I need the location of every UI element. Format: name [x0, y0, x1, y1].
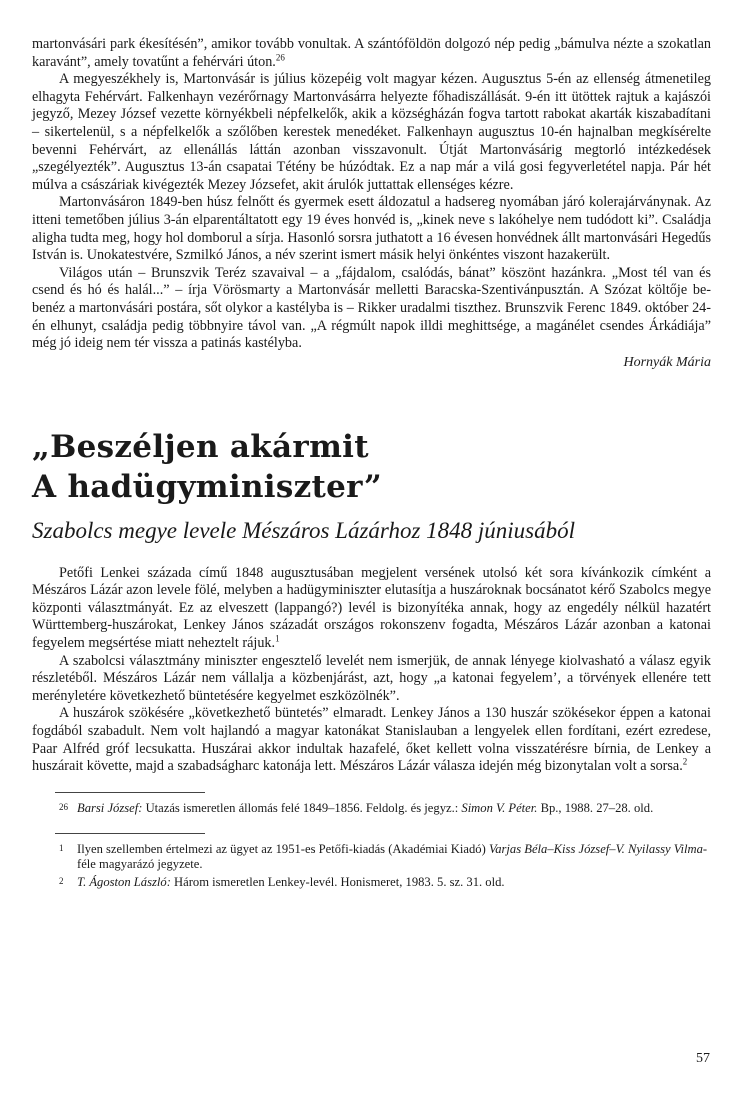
article-title-line-1: „Beszéljen akármit — [32, 428, 369, 465]
paragraph-cholera-victims: Martonvásáron 1849-ben húsz felnőtt és gyermek esett áldozatul a hadsereg nyomában járó kolerajárványnak. Az itteni temetőben július 3-án elparentáltatott egy 19 éves honvéd is, „kinek neve s lakóhelye nem tudódott ki”. Családja aligha tudta meg, hogy hol domborul a sírja. Hasonló sorsra juthatott a 16 évesen honvédnek állt martonvásári Hegedűs István is. Unokatestvére, Szmilkó János, a név szerint ismert másik helyi önkéntes viszont hazakerült. — [32, 194, 711, 264]
footnote-divider-2 — [55, 833, 205, 834]
article-subtitle: Szabolcs megye levele Mészáros Lázárhoz 1848 júniusából — [32, 517, 576, 543]
article-title — [32, 427, 711, 507]
article-paragraph-3: A huszárok szökésére „következhető büntetés” elmaradt. Lenkey János a 130 huszár szökésekor éppen a katonai fogdából szabadult. Nem volt hajlandó a magyar katonákat Stanislauban a lengyelek ellen fordítani, ezért ezredese, Paar Alfréd gróf lecsukatta. Huszárai akkor indultak hazafelé, őket kellett volna visszatérésre bírnia, de Lenkey a huszárait követte, majd a szabadságharc katonája lett. Mészáros Lázár válasza idején még bizonytalan volt a sorsa.$^2$ — [32, 705, 711, 775]
footnote-26: 26 Barsi József: Utazás ismeretlen állomás felé 1849–1856. Feldolg. és jegyz.: Simon V. Péter. Bp., 1988. 27–28. old. — [59, 800, 654, 815]
footnote-2: 2 T. Ágoston László: Három ismeretlen Lenkey-levél. Honismeret, 1983. 5. sz. 31. old. — [59, 875, 505, 890]
footnote-1: 1 Ilyen szellemben értelmezi az ügyet az 1951-es Petőfi-kiadás (Akadémiai Kiadó) Varjas Béla–Kiss József–V. Nyilassy Vilma-féle magyarázó jegyzete. — [59, 841, 708, 872]
paragraph-park-departure: martonvásári park ékesítésén”, amikor tovább vonultak. A szántóföldön dolgozó nép pedig „bámulva nézte a szokatlan karavánt”, amely tovatűnt a fehérvári úton.$^{26}$ — [32, 36, 711, 70]
article-paragraph-1: Petőfi Lenkei százada című 1848 augusztusában megjelent versének utolsó két sora kívánkozik címként a Mészáros Lázár azon levele fölé, melyben a hadügyminiszter elutasítja a huszároknak bocsánatot kérő Szabolcs megye központi választmányát. Ez az elveszett (lappangó?) levél is bizonyítéka annak, hogy az engedély nélkül hazatért Württemberg-huszárokat, Lenkey János századát országos rokonszenv fogadta, Mészáros Lázár azonban a katonai fegyelem megsértése miatt neheztelt rájuk.$^1$ — [32, 564, 711, 652]
footnotes-section — [32, 792, 711, 891]
footnote-ref-1[interactable]: 1 — [275, 633, 280, 644]
author-signature: Hornyák Mária — [623, 354, 711, 370]
paragraph-martonvasar-occupation: A megyeszékhely is, Martonvásár is július közepéig volt magyar kézen. Augusztus 5-én az ellenség átmenetileg elhagyta Fehérvárt. Falkenhayn vezérőrnagy Martonvásárra helyezte főhadiszállását. 9-én itt ütöttek rajtuk a kajászói jegyző, Mezey József vezette környékbeli népfelkelők, akik a községházán fogva tartott rabokat akarták kiszabadítani – sikertelenül, s a népfelkelők a szőlőben kerestek menedéket. Falkenhayn augusztus 10-én hajnalban megkísérelte bevenni Fehérvárt, az ellenállás láttán azonban visszavonult. Útját Martonvásárig megtorló intézkedések „szegélyezték”. Augusztus 13-án csapatai Tétény be húzódtak. Ez a nap már a vilá gosi fegyverletétel napja. Pár hét múlva a császáriak kivégezték Mezey Józsefet, akit árulók juttattak ellenséges kézre. — [32, 71, 711, 193]
article-paragraph-2: A szabolcsi választmány miniszter engesztelő levelét nem ismerjük, de annak lényege kiolvasható a válasz egyik részletéből. Mészáros Lázár nem vállalja a közbenjárást, azt, hogy „a katonai fegyelem’, a törvények ellenére tett merényletére következhető büntetésére kegyelmet eszközölnék”. — [32, 652, 711, 704]
footnote-divider — [55, 792, 205, 793]
article-title-line-2: A hadügyminiszter” — [32, 468, 383, 505]
footnote-ref-2[interactable]: 2 — [682, 756, 688, 767]
page-content — [32, 36, 711, 893]
footnote-ref-26[interactable]: 26 — [275, 51, 285, 62]
page-number: 57 — [696, 1051, 710, 1066]
paragraph-after-vilagos: Világos után – Brunszvik Teréz szavaival – a „fájdalom, csalódás, bánat” köszönt hazánkra. „Most tél van és csend és hó és halál...” – írja Vörösmarty a Martonvásár melletti Baracska-Szentivánpusztán. A Szózat költője be-benéz a martonvásári postára, sőt olykor a kastélyba is – Rikker uradalmi tiszthez. Brunszvik Ferenc 1849. október 24-én elhunyt, családja pedig többnyire távol van. „A régmúlt napok illdi meghittsége, a magánélet csendes Árkádiája” még jó ideig nem tér vissza a patinás kastélyba. — [32, 264, 711, 352]
